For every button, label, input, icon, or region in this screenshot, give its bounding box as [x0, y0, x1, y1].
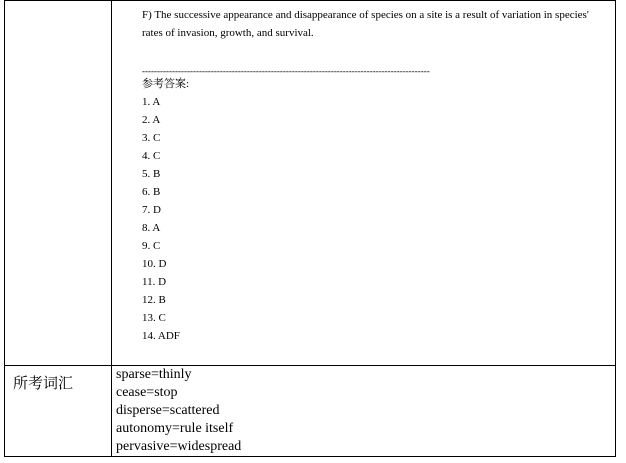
content-table	[4, 0, 616, 457]
answer-item: 1. A	[142, 96, 161, 108]
statement-f: F) The successive appearance and disappearance of species on a site is a result of variation in species' rates of invasion, growth, and survival.	[142, 9, 589, 39]
empty-label-cell	[5, 1, 112, 366]
answer-item: 14. ADF	[142, 330, 180, 342]
vocab-list	[112, 366, 615, 456]
vocab-item: pervasive=widespread	[116, 439, 242, 454]
answer-item: 12. B	[142, 294, 166, 306]
vocab-label: 所考词汇	[13, 374, 74, 392]
answer-item: 10. D	[142, 258, 167, 270]
answer-item: 3. C	[142, 132, 161, 144]
vocab-item: autonomy=rule itself	[116, 421, 234, 436]
answer-cell	[112, 1, 616, 366]
answer-item: 8. A	[142, 222, 161, 234]
answers-heading: 参考答案:	[142, 78, 190, 90]
answer-item: 9. C	[142, 240, 161, 252]
divider-line: ------------------------------------------------------------------------------------------------	[142, 66, 430, 76]
vocab-label-cell	[5, 366, 112, 457]
vocab-item: disperse=scattered	[116, 403, 220, 418]
answer-item: 13. C	[142, 312, 166, 324]
answer-item: 11. D	[142, 276, 167, 288]
answer-list	[142, 93, 615, 345]
vocab-cell	[112, 366, 616, 457]
answer-item: 2. A	[142, 114, 161, 126]
answer-item: 6. B	[142, 186, 161, 198]
answer-item: 7. D	[142, 204, 161, 216]
vocab-item: sparse=thinly	[116, 367, 192, 382]
vocab-item: cease=stop	[116, 385, 178, 400]
answer-item: 4. C	[142, 150, 161, 162]
answer-item: 5. B	[142, 168, 161, 180]
